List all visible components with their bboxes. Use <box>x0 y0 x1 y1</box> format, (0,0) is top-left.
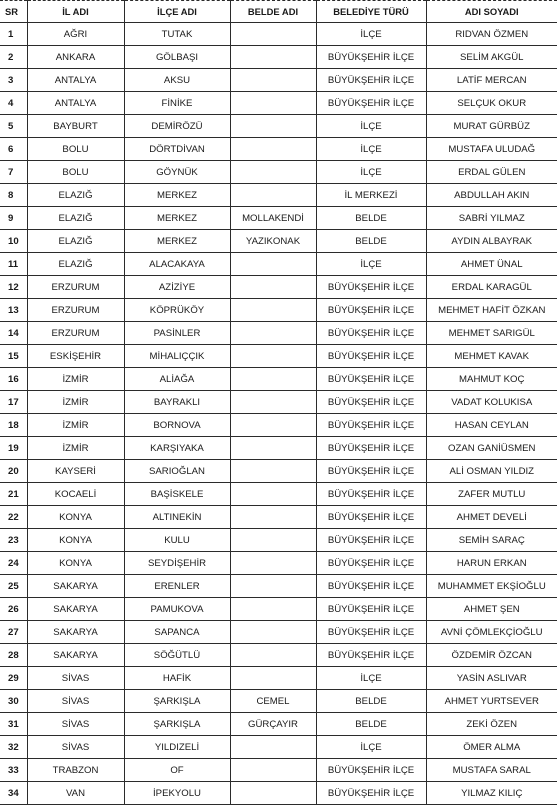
cell-sr: 30 <box>0 690 27 713</box>
cell-ilce: FİNİKE <box>124 92 230 115</box>
cell-ad: RIDVAN ÖZMEN <box>426 23 557 46</box>
cell-sr: 8 <box>0 184 27 207</box>
cell-ilce: ERENLER <box>124 575 230 598</box>
table-row <box>0 46 557 69</box>
cell-belde <box>230 345 316 368</box>
table-row <box>0 460 557 483</box>
table-header <box>0 1 557 23</box>
table-row <box>0 782 557 805</box>
cell-il: İZMİR <box>27 391 124 414</box>
cell-ad: MUSTAFA ULUDAĞ <box>426 138 557 161</box>
cell-ad: SEMİH SARAÇ <box>426 529 557 552</box>
cell-sr: 6 <box>0 138 27 161</box>
cell-sr: 34 <box>0 782 27 805</box>
cell-belde <box>230 460 316 483</box>
cell-ilce: DÖRTDİVAN <box>124 138 230 161</box>
cell-ilce: YILDIZELİ <box>124 736 230 759</box>
cell-ilce: SARIOĞLAN <box>124 460 230 483</box>
cell-il: İZMİR <box>27 437 124 460</box>
cell-ad: HARUN ERKAN <box>426 552 557 575</box>
cell-belde <box>230 483 316 506</box>
cell-tur: BELDE <box>316 230 426 253</box>
cell-tur: BÜYÜKŞEHİR İLÇE <box>316 46 426 69</box>
cell-sr: 17 <box>0 391 27 414</box>
cell-ilce: MERKEZ <box>124 184 230 207</box>
table-row <box>0 506 557 529</box>
table-row <box>0 368 557 391</box>
cell-il: SAKARYA <box>27 644 124 667</box>
cell-ad: MUHAMMET EKŞİOĞLU <box>426 575 557 598</box>
cell-belde <box>230 598 316 621</box>
cell-ilce: ALACAKAYA <box>124 253 230 276</box>
cell-ilce: MİHALIÇÇIK <box>124 345 230 368</box>
cell-sr: 22 <box>0 506 27 529</box>
cell-ad: ZAFER MUTLU <box>426 483 557 506</box>
table-row <box>0 575 557 598</box>
cell-ad: AHMET ŞEN <box>426 598 557 621</box>
cell-ad: MUSTAFA SARAL <box>426 759 557 782</box>
cell-belde <box>230 644 316 667</box>
cell-il: ELAZIĞ <box>27 230 124 253</box>
cell-tur: BÜYÜKŞEHİR İLÇE <box>316 782 426 805</box>
cell-ilce: ALTINEKİN <box>124 506 230 529</box>
cell-tur: İLÇE <box>316 115 426 138</box>
table-row <box>0 230 557 253</box>
cell-ilce: MERKEZ <box>124 207 230 230</box>
cell-sr: 10 <box>0 230 27 253</box>
cell-belde <box>230 736 316 759</box>
cell-sr: 27 <box>0 621 27 644</box>
cell-il: SAKARYA <box>27 621 124 644</box>
cell-il: SİVAS <box>27 667 124 690</box>
cell-tur: BÜYÜKŞEHİR İLÇE <box>316 506 426 529</box>
cell-sr: 16 <box>0 368 27 391</box>
cell-tur: BÜYÜKŞEHİR İLÇE <box>316 575 426 598</box>
cell-ad: HASAN CEYLAN <box>426 414 557 437</box>
header-belde: BELDE ADI <box>230 1 316 23</box>
cell-il: SAKARYA <box>27 575 124 598</box>
cell-il: ANTALYA <box>27 92 124 115</box>
table-row <box>0 161 557 184</box>
cell-belde <box>230 69 316 92</box>
table-row <box>0 644 557 667</box>
cell-tur: BÜYÜKŞEHİR İLÇE <box>316 644 426 667</box>
cell-il: BAYBURT <box>27 115 124 138</box>
cell-sr: 24 <box>0 552 27 575</box>
cell-tur: BÜYÜKŞEHİR İLÇE <box>316 414 426 437</box>
cell-belde <box>230 575 316 598</box>
cell-belde <box>230 437 316 460</box>
cell-il: KONYA <box>27 506 124 529</box>
cell-ilce: GÖYNÜK <box>124 161 230 184</box>
cell-ilce: BORNOVA <box>124 414 230 437</box>
cell-ilce: İPEKYOLU <box>124 782 230 805</box>
table-row <box>0 207 557 230</box>
cell-ilce: HAFİK <box>124 667 230 690</box>
cell-sr: 5 <box>0 115 27 138</box>
cell-ad: YILMAZ KILIÇ <box>426 782 557 805</box>
cell-il: İZMİR <box>27 368 124 391</box>
cell-ilce: KÖPRÜKÖY <box>124 299 230 322</box>
cell-il: BOLU <box>27 138 124 161</box>
table-row <box>0 598 557 621</box>
header-tur: BELEDİYE TÜRÜ <box>316 1 426 23</box>
cell-il: ANKARA <box>27 46 124 69</box>
cell-sr: 29 <box>0 667 27 690</box>
cell-tur: İL MERKEZİ <box>316 184 426 207</box>
cell-tur: BÜYÜKŞEHİR İLÇE <box>316 276 426 299</box>
cell-ad: SELÇUK OKUR <box>426 92 557 115</box>
cell-il: ELAZIĞ <box>27 253 124 276</box>
cell-ad: MEHMET KAVAK <box>426 345 557 368</box>
cell-ilce: BAŞİSKELE <box>124 483 230 506</box>
cell-belde <box>230 138 316 161</box>
table-row <box>0 483 557 506</box>
cell-sr: 7 <box>0 161 27 184</box>
table-row <box>0 69 557 92</box>
cell-sr: 4 <box>0 92 27 115</box>
cell-ad: ZEKİ ÖZEN <box>426 713 557 736</box>
cell-tur: İLÇE <box>316 253 426 276</box>
cell-ad: MURAT GÜRBÜZ <box>426 115 557 138</box>
cell-ad: MEHMET HAFİT ÖZKAN <box>426 299 557 322</box>
cell-ilce: AZİZİYE <box>124 276 230 299</box>
cell-sr: 14 <box>0 322 27 345</box>
cell-tur: İLÇE <box>316 138 426 161</box>
header-ad: ADI SOYADI <box>426 1 557 23</box>
cell-il: İZMİR <box>27 414 124 437</box>
cell-tur: BELDE <box>316 713 426 736</box>
table-row <box>0 345 557 368</box>
cell-tur: BÜYÜKŞEHİR İLÇE <box>316 92 426 115</box>
cell-ilce: BAYRAKLI <box>124 391 230 414</box>
cell-sr: 32 <box>0 736 27 759</box>
cell-sr: 2 <box>0 46 27 69</box>
cell-ad: AVNİ ÇÖMLEKÇİOĞLU <box>426 621 557 644</box>
cell-ilce: OF <box>124 759 230 782</box>
cell-ad: AHMET ÜNAL <box>426 253 557 276</box>
cell-sr: 19 <box>0 437 27 460</box>
cell-ilce: PAMUKOVA <box>124 598 230 621</box>
cell-tur: BÜYÜKŞEHİR İLÇE <box>316 483 426 506</box>
table-row <box>0 552 557 575</box>
cell-belde <box>230 23 316 46</box>
cell-sr: 20 <box>0 460 27 483</box>
table-row <box>0 391 557 414</box>
cell-belde <box>230 391 316 414</box>
cell-sr: 12 <box>0 276 27 299</box>
cell-ad: VADAT KOLUKISA <box>426 391 557 414</box>
cell-ilce: KULU <box>124 529 230 552</box>
cell-sr: 9 <box>0 207 27 230</box>
cell-sr: 15 <box>0 345 27 368</box>
cell-il: ELAZIĞ <box>27 184 124 207</box>
cell-tur: BÜYÜKŞEHİR İLÇE <box>316 621 426 644</box>
cell-belde <box>230 46 316 69</box>
cell-belde <box>230 368 316 391</box>
cell-belde <box>230 621 316 644</box>
cell-il: ELAZIĞ <box>27 207 124 230</box>
cell-belde: YAZIKONAK <box>230 230 316 253</box>
cell-il: KONYA <box>27 552 124 575</box>
cell-ad: AHMET DEVELİ <box>426 506 557 529</box>
cell-ilce: KARŞIYAKA <box>124 437 230 460</box>
cell-belde: CEMEL <box>230 690 316 713</box>
cell-belde <box>230 552 316 575</box>
table-row <box>0 529 557 552</box>
table-row <box>0 713 557 736</box>
cell-il: SİVAS <box>27 736 124 759</box>
cell-belde <box>230 161 316 184</box>
cell-ad: OZAN GANİÜSMEN <box>426 437 557 460</box>
table-row <box>0 322 557 345</box>
cell-il: ERZURUM <box>27 299 124 322</box>
cell-sr: 21 <box>0 483 27 506</box>
cell-ad: SABRİ YILMAZ <box>426 207 557 230</box>
cell-il: SİVAS <box>27 690 124 713</box>
cell-ad: MEHMET SARIGÜL <box>426 322 557 345</box>
cell-sr: 13 <box>0 299 27 322</box>
cell-ilce: SÖĞÜTLÜ <box>124 644 230 667</box>
header-row <box>0 1 557 23</box>
cell-ad: ERDAL GÜLEN <box>426 161 557 184</box>
cell-belde <box>230 414 316 437</box>
table-row <box>0 437 557 460</box>
cell-belde <box>230 184 316 207</box>
cell-ad: ALİ OSMAN YILDIZ <box>426 460 557 483</box>
table-row <box>0 138 557 161</box>
cell-belde <box>230 667 316 690</box>
cell-belde <box>230 299 316 322</box>
cell-ad: ÖMER ALMA <box>426 736 557 759</box>
cell-sr: 18 <box>0 414 27 437</box>
table-row <box>0 299 557 322</box>
cell-belde <box>230 759 316 782</box>
cell-ilce: SAPANCA <box>124 621 230 644</box>
table-row <box>0 736 557 759</box>
cell-sr: 23 <box>0 529 27 552</box>
cell-ilce: ŞARKIŞLA <box>124 690 230 713</box>
header-ilce: İLÇE ADI <box>124 1 230 23</box>
cell-tur: İLÇE <box>316 667 426 690</box>
cell-tur: BÜYÜKŞEHİR İLÇE <box>316 368 426 391</box>
cell-tur: BÜYÜKŞEHİR İLÇE <box>316 391 426 414</box>
cell-tur: BÜYÜKŞEHİR İLÇE <box>316 322 426 345</box>
cell-il: KOCAELİ <box>27 483 124 506</box>
cell-il: KAYSERİ <box>27 460 124 483</box>
cell-belde: GÜRÇAYIR <box>230 713 316 736</box>
cell-il: VAN <box>27 782 124 805</box>
cell-ilce: DEMİRÖZÜ <box>124 115 230 138</box>
cell-belde <box>230 506 316 529</box>
cell-tur: BÜYÜKŞEHİR İLÇE <box>316 529 426 552</box>
header-sr: SR <box>0 1 27 23</box>
cell-belde <box>230 782 316 805</box>
table-row <box>0 115 557 138</box>
cell-belde <box>230 322 316 345</box>
cell-belde <box>230 276 316 299</box>
table-row <box>0 621 557 644</box>
cell-ad: YASİN ASLIVAR <box>426 667 557 690</box>
cell-sr: 26 <box>0 598 27 621</box>
cell-il: BOLU <box>27 161 124 184</box>
table-row <box>0 414 557 437</box>
cell-ad: MAHMUT KOÇ <box>426 368 557 391</box>
cell-tur: BELDE <box>316 207 426 230</box>
table-row <box>0 690 557 713</box>
table-row <box>0 667 557 690</box>
cell-il: ESKİŞEHİR <box>27 345 124 368</box>
table-row <box>0 253 557 276</box>
cell-sr: 11 <box>0 253 27 276</box>
cell-ilce: SEYDİŞEHİR <box>124 552 230 575</box>
cell-ilce: GÖLBAŞI <box>124 46 230 69</box>
header-il: İL ADI <box>27 1 124 23</box>
cell-belde <box>230 92 316 115</box>
cell-ilce: PASİNLER <box>124 322 230 345</box>
cell-tur: BELDE <box>316 690 426 713</box>
cell-il: AĞRI <box>27 23 124 46</box>
cell-il: ERZURUM <box>27 276 124 299</box>
cell-tur: BÜYÜKŞEHİR İLÇE <box>316 299 426 322</box>
table-row <box>0 92 557 115</box>
cell-tur: İLÇE <box>316 161 426 184</box>
table-row <box>0 759 557 782</box>
cell-ad: ÖZDEMİR ÖZCAN <box>426 644 557 667</box>
cell-tur: İLÇE <box>316 736 426 759</box>
cell-sr: 31 <box>0 713 27 736</box>
cell-il: ERZURUM <box>27 322 124 345</box>
cell-ilce: ALİAĞA <box>124 368 230 391</box>
table-row <box>0 184 557 207</box>
cell-ad: ABDULLAH AKIN <box>426 184 557 207</box>
cell-sr: 25 <box>0 575 27 598</box>
cell-il: ANTALYA <box>27 69 124 92</box>
cell-il: SAKARYA <box>27 598 124 621</box>
cell-ilce: TUTAK <box>124 23 230 46</box>
cell-ilce: AKSU <box>124 69 230 92</box>
table-row <box>0 23 557 46</box>
table-body <box>0 23 557 805</box>
cell-sr: 3 <box>0 69 27 92</box>
cell-il: KONYA <box>27 529 124 552</box>
cell-tur: BÜYÜKŞEHİR İLÇE <box>316 437 426 460</box>
cell-ad: ERDAL KARAGÜL <box>426 276 557 299</box>
table-row <box>0 276 557 299</box>
cell-tur: BÜYÜKŞEHİR İLÇE <box>316 759 426 782</box>
cell-sr: 1 <box>0 23 27 46</box>
cell-tur: BÜYÜKŞEHİR İLÇE <box>316 345 426 368</box>
cell-ilce: ŞARKIŞLA <box>124 713 230 736</box>
cell-ad: LATİF MERCAN <box>426 69 557 92</box>
cell-tur: BÜYÜKŞEHİR İLÇE <box>316 552 426 575</box>
cell-il: TRABZON <box>27 759 124 782</box>
cell-tur: BÜYÜKŞEHİR İLÇE <box>316 598 426 621</box>
cell-il: SİVAS <box>27 713 124 736</box>
cell-belde: MOLLAKENDİ <box>230 207 316 230</box>
cell-belde <box>230 115 316 138</box>
cell-belde <box>230 253 316 276</box>
cell-tur: BÜYÜKŞEHİR İLÇE <box>316 460 426 483</box>
cell-ad: AHMET YURTSEVER <box>426 690 557 713</box>
cell-belde <box>230 529 316 552</box>
cell-sr: 28 <box>0 644 27 667</box>
cell-tur: İLÇE <box>316 23 426 46</box>
cell-ad: SELİM AKGÜL <box>426 46 557 69</box>
cell-ad: AYDIN ALBAYRAK <box>426 230 557 253</box>
cell-tur: BÜYÜKŞEHİR İLÇE <box>316 69 426 92</box>
cell-ilce: MERKEZ <box>124 230 230 253</box>
cell-sr: 33 <box>0 759 27 782</box>
